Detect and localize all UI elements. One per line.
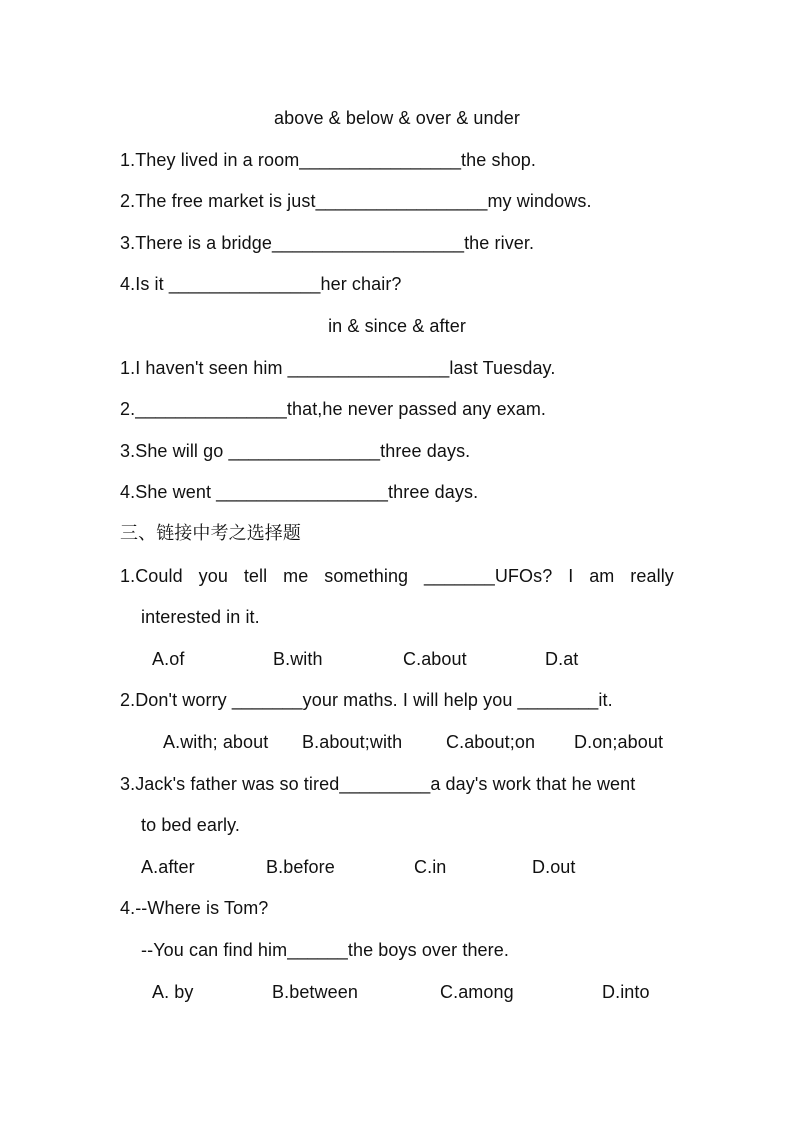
option-c: C.among <box>440 982 514 1002</box>
option-d: D.at <box>545 649 579 669</box>
option-b: B.with <box>273 649 323 669</box>
question-word: me <box>283 566 309 586</box>
exercise-line: 4.She went _________________three days. <box>120 482 479 502</box>
option-d: D.on;about <box>574 732 664 752</box>
question-word: am <box>589 566 615 586</box>
exercise-line: 1.I haven't seen him ________________last Tuesday. <box>120 358 556 378</box>
option-c: C.about;on <box>446 732 536 752</box>
question-word: tell <box>243 566 268 586</box>
option-b: B.about;with <box>302 732 403 752</box>
section-heading-multiple-choice: 三、链接中考之选择题 <box>120 523 301 544</box>
section-heading-prepositions-above: above & below & over & under <box>274 108 520 128</box>
option-c: C.about <box>403 649 467 669</box>
option-a: A.of <box>152 649 185 669</box>
question-word: really <box>630 566 674 586</box>
question-word: _______UFOs? <box>424 566 553 586</box>
question-word: I <box>568 566 574 586</box>
question-3-continuation: to bed early. <box>141 815 241 835</box>
exercise-line: 2._______________that,he never passed any exam. <box>120 399 547 419</box>
option-a: A.after <box>141 857 195 877</box>
exercise-line: 4.Is it _______________her chair? <box>120 274 402 294</box>
question-3-text: 3.Jack's father was so tired_________a day's work that he went <box>120 774 636 794</box>
exercise-line: 3.There is a bridge___________________the river. <box>120 233 535 253</box>
option-b: B.between <box>272 982 358 1002</box>
question-4-continuation: --You can find him______the boys over there. <box>141 940 509 960</box>
question-word: something <box>324 566 409 586</box>
exercise-line: 3.She will go _______________three days. <box>120 441 471 461</box>
question-word: 1.Could <box>120 566 183 586</box>
question-word: you <box>198 566 228 586</box>
exercise-line: 1.They lived in a room________________the shop. <box>120 150 537 170</box>
exercise-line: 2.The free market is just_________________my windows. <box>120 191 592 211</box>
question-1-continuation: interested in it. <box>141 607 260 627</box>
option-c: C.in <box>414 857 447 877</box>
option-a: A. by <box>152 982 194 1002</box>
option-a: A.with; about <box>163 732 269 752</box>
option-d: D.out <box>532 857 576 877</box>
question-4-text: 4.--Where is Tom? <box>120 898 269 918</box>
question-2-text: 2.Don't worry _______your maths. I will help you ________it. <box>120 690 613 710</box>
option-d: D.into <box>602 982 650 1002</box>
section-heading-prepositions-time: in & since & after <box>328 316 466 336</box>
option-b: B.before <box>266 857 335 877</box>
question-1-text <box>120 564 674 588</box>
